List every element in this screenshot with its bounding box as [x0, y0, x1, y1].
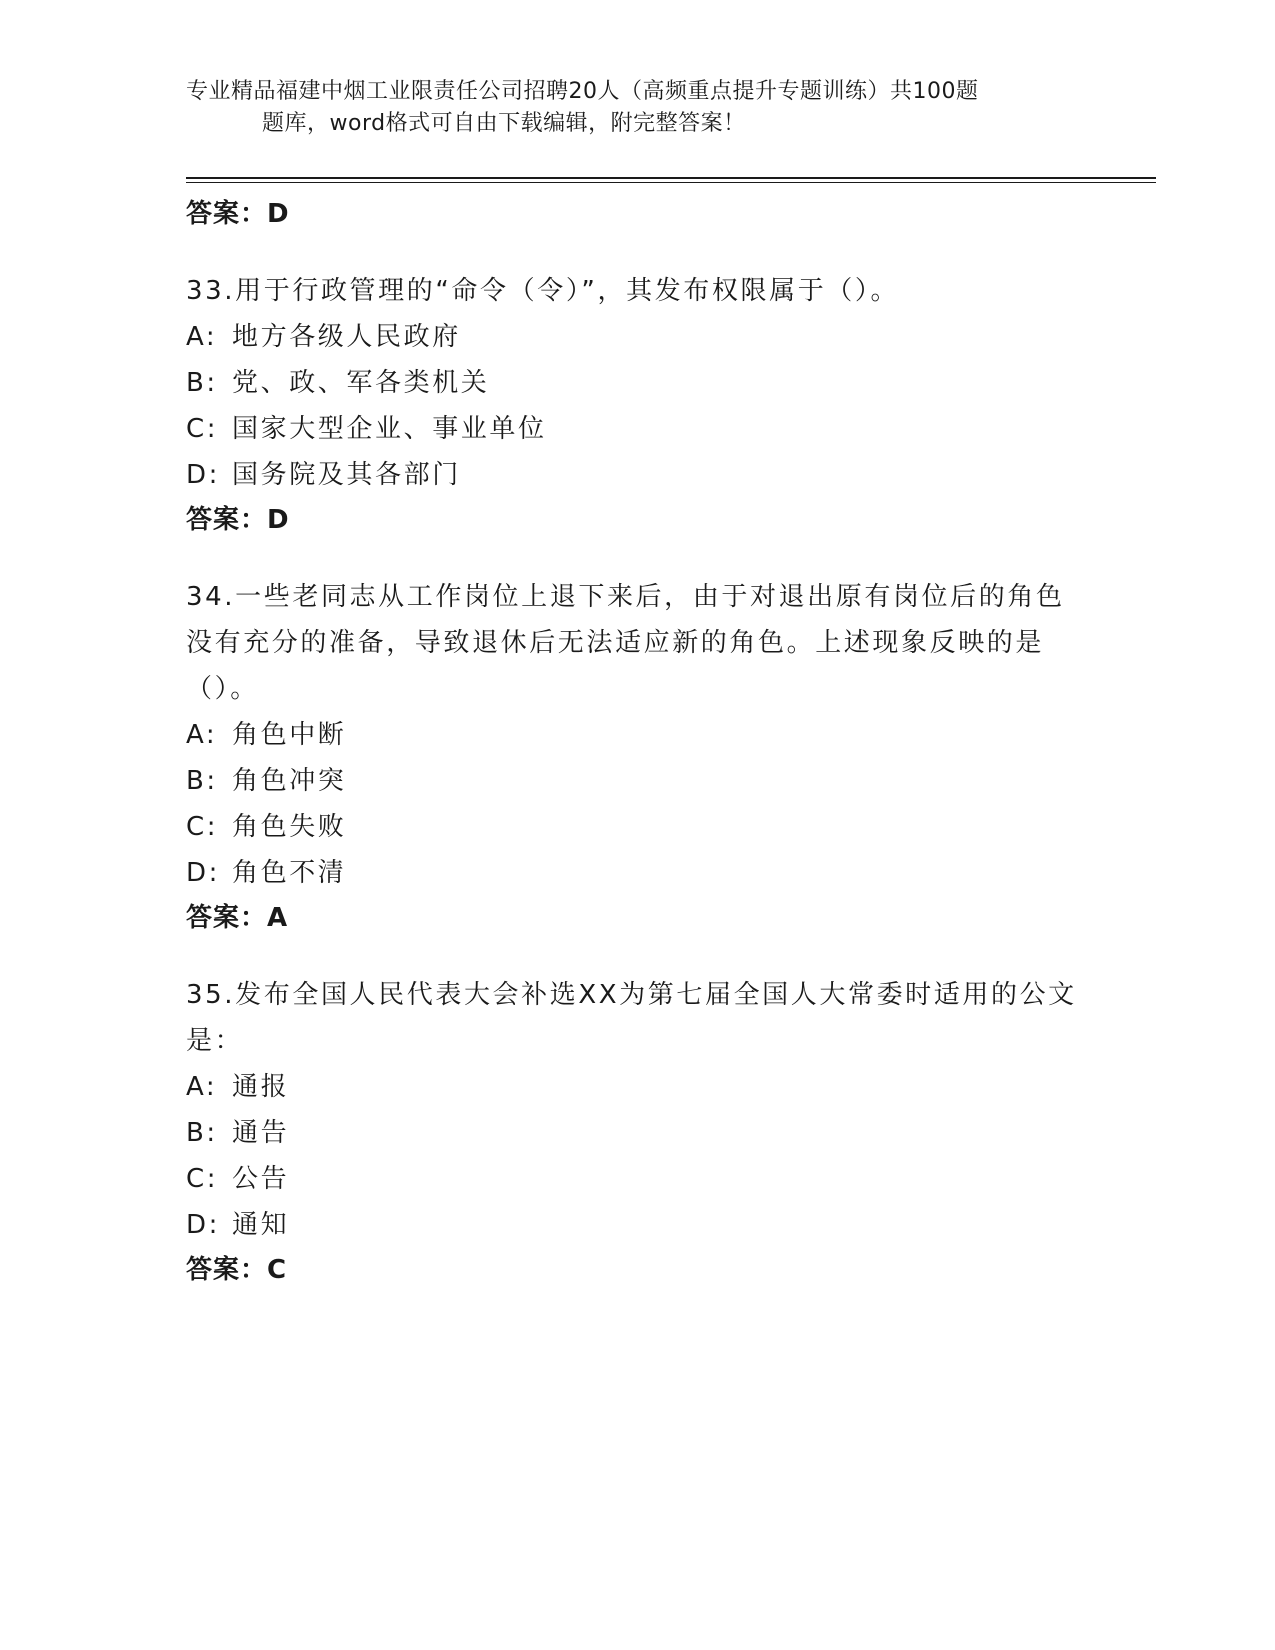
- question-text: 33.用于行政管理的“命令（令）”，其发布权限属于（）。: [186, 276, 900, 306]
- question-33: [186, 268, 1086, 542]
- option-text: 角色失败: [232, 812, 347, 842]
- question-answer: 答案：A: [186, 903, 289, 933]
- option-text: 通告: [232, 1118, 290, 1148]
- option-letter: B:: [186, 766, 218, 796]
- option-letter: D:: [186, 858, 220, 888]
- option-a: [186, 1064, 1086, 1110]
- header-divider-thin: [186, 182, 1156, 183]
- option-d: [186, 850, 1086, 896]
- option-text: 角色不清: [232, 858, 347, 888]
- question-answer: 答案：C: [186, 1255, 288, 1285]
- previous-question-answer: 答案：D: [186, 199, 290, 229]
- question-text: 35.发布全国人民代表大会补选XX为第七届全国人大常委时适用的公文是：: [186, 980, 1077, 1056]
- option-text: 通报: [232, 1072, 290, 1102]
- option-text: 角色冲突: [232, 766, 347, 796]
- option-b: [186, 758, 1086, 804]
- option-b: [186, 1110, 1086, 1156]
- header-title-line-1: 专业精品福建中烟工业限责任公司招聘20人（高频重点提升专题训练）共100题: [186, 79, 979, 104]
- question-35: [186, 972, 1086, 1292]
- option-d: [186, 452, 1086, 498]
- option-text: 国家大型企业、事业单位: [232, 414, 547, 444]
- option-letter: A:: [186, 322, 218, 352]
- document-header: [186, 76, 1086, 140]
- option-a: [186, 314, 1086, 360]
- question-answer: 答案：D: [186, 505, 290, 535]
- question-34: [186, 574, 1086, 940]
- option-d: [186, 1202, 1086, 1248]
- option-text: 公告: [232, 1164, 290, 1194]
- option-c: [186, 804, 1086, 850]
- option-text: 角色中断: [232, 720, 347, 750]
- option-a: [186, 712, 1086, 758]
- question-text: 34.一些老同志从工作岗位上退下来后，由于对退出原有岗位后的角色没有充分的准备，导致退休后无法适应新的角色。上述现象反映的是（）。: [186, 582, 1065, 704]
- option-c: [186, 1156, 1086, 1202]
- option-letter: B:: [186, 368, 218, 398]
- option-text: 通知: [232, 1210, 290, 1240]
- header-divider-thick: [186, 177, 1156, 179]
- option-letter: B:: [186, 1118, 218, 1148]
- option-text: 国务院及其各部门: [232, 460, 461, 490]
- option-c: [186, 406, 1086, 452]
- option-letter: D:: [186, 460, 220, 490]
- option-letter: C:: [186, 812, 219, 842]
- option-letter: C:: [186, 414, 219, 444]
- option-text: 地方各级人民政府: [232, 322, 461, 352]
- document-body: [186, 192, 1086, 1292]
- header-title-line-2: 题库，word格式可自由下载编辑，附完整答案！: [262, 111, 746, 136]
- option-text: 党、政、军各类机关: [232, 368, 490, 398]
- option-letter: D:: [186, 1210, 220, 1240]
- option-letter: C:: [186, 1164, 219, 1194]
- option-letter: A:: [186, 720, 218, 750]
- option-letter: A:: [186, 1072, 218, 1102]
- option-b: [186, 360, 1086, 406]
